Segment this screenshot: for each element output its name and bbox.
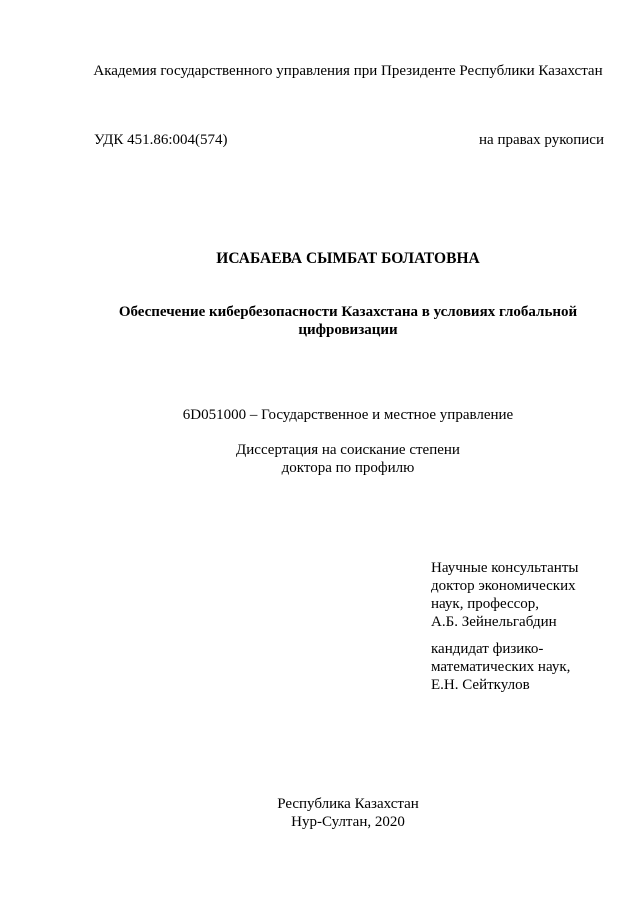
manuscript-rights-note: на правах рукописи [479,132,604,148]
dissertation-title [100,303,596,339]
consultant-name: Е.Н. Сейткулов [431,677,530,693]
udk-code: УДК 451.86:004(574) [94,132,228,148]
consultant-name: А.Б. Зейнельгабдин [431,614,557,630]
institution-name: Академия государственного управления при Президенте Республики Казахстан [93,63,603,79]
place-and-year [0,795,636,831]
consultant-title: наук, профессор, [431,596,540,612]
consultant-degree: кандидат физико- [431,641,544,657]
consultant-second [431,640,631,694]
consultants-heading: Научные консультанты [431,560,579,576]
consultant-degree: доктор экономических [431,578,576,594]
title-line: Обеспечение кибербезопасности Казахстана в условиях глобальной [118,304,578,320]
scientific-consultants [431,559,631,694]
city-year: Нур-Султан, 2020 [291,814,405,830]
degree-line: Диссертация на соискание степени [236,442,460,458]
author-name: ИСАБАЕВА СЫМБАТ БОЛАТОВНА [216,250,480,267]
degree-line: доктора по профилю [281,460,415,476]
consultant-first [431,559,631,631]
specialty-code: 6D051000 – Государственное и местное управление [182,407,514,423]
title-line: цифровизации [298,322,398,338]
country: Республика Казахстан [277,796,419,812]
degree-statement [0,441,636,477]
consultant-degree: математических наук, [431,659,571,675]
